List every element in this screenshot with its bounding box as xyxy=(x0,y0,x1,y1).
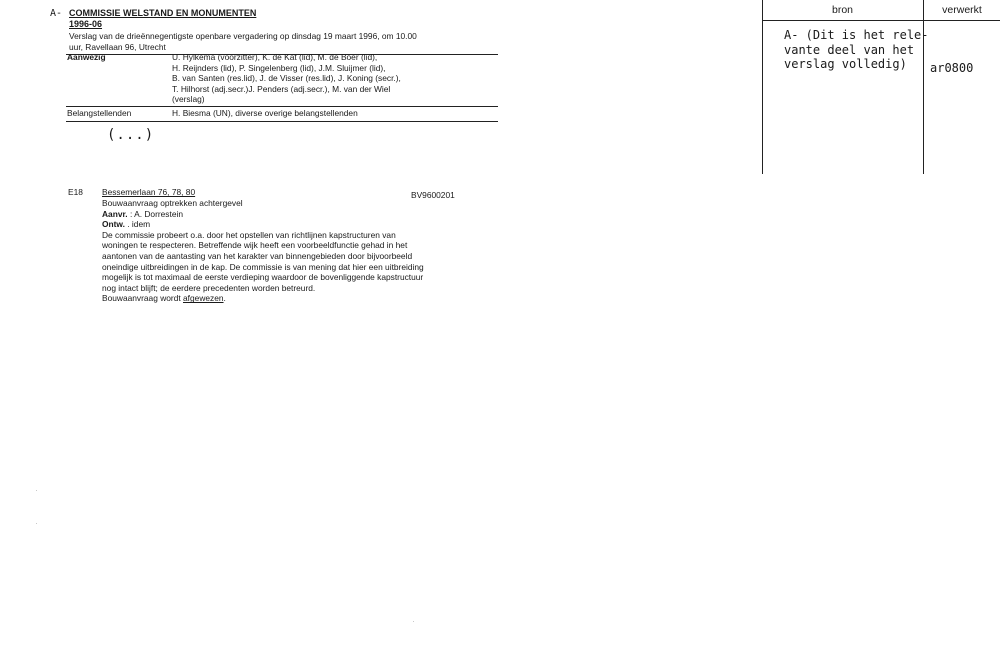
table-header-divider xyxy=(762,20,1000,21)
item-subject: Bouwaanvraag optrekken achtergevel xyxy=(102,198,243,208)
source-note xyxy=(784,28,929,72)
applicant-value: : A. Dorrestein xyxy=(129,208,184,219)
item-designer-row xyxy=(102,219,424,230)
item-body-line: oneindige uitbreidingen in de kap. De commissie is van mening dat hier een uitbreiding xyxy=(102,261,424,272)
attendees-line: (verslag) xyxy=(172,94,205,105)
table-border-left xyxy=(762,0,763,174)
attendees-line: T. Hilhorst (adj.secr.)J. Penders (adj.secr.), M. van der Wiel xyxy=(172,83,391,94)
scan-speck xyxy=(36,523,37,524)
stakeholders-label: Belangstellenden xyxy=(67,108,132,118)
meeting-description-line-1: Verslag van de drieënnegentigste openbare vergadering op dinsdag 19 maart 1996, om 10.00 xyxy=(69,31,417,41)
column-header-verwerkt: verwerkt xyxy=(942,4,982,16)
item-body-line: aantonen van de aantasting van het karakter van binnengebieden door bijvoorbeeld xyxy=(102,250,413,261)
source-note-line: vante deel van het xyxy=(784,42,915,57)
item-body-line: De commissie probeert o.a. door het opstellen van richtlijnen kapstructuren van xyxy=(102,229,396,240)
item-body xyxy=(102,198,424,304)
attendees-line: H. Reijnders (lid), P. Singelenberg (lid), J.M. Sluijmer (lid), xyxy=(172,62,386,73)
commission-title: COMMISSIE WELSTAND EN MONUMENTEN xyxy=(69,8,257,18)
attendees-label: Aanwezig xyxy=(67,52,106,62)
source-note-line: verslag volledig) xyxy=(784,57,907,71)
decision-word: afgewezen xyxy=(183,293,224,304)
item-decision xyxy=(102,293,424,304)
item-address: Bessemerlaan 76, 78, 80 xyxy=(102,187,196,197)
decision-prefix: Bouwaanvraag wordt xyxy=(102,293,184,304)
scan-speck xyxy=(413,621,414,622)
document-marker: A- xyxy=(50,8,63,19)
decision-suffix: . xyxy=(223,293,226,304)
applicant-label: Aanvr. xyxy=(102,208,128,219)
scan-speck xyxy=(36,490,37,491)
item-file-number: BV9600201 xyxy=(411,190,455,200)
report-period: 1996-06 xyxy=(69,19,103,29)
designer-value: . idem xyxy=(127,219,151,230)
divider-middle xyxy=(66,106,498,107)
item-body-line: mogelijk is tot maximaal de eerste verdieping waardoor de bovenliggende kapstructuur xyxy=(102,272,424,283)
processed-code: ar0800 xyxy=(930,61,974,75)
source-table xyxy=(762,0,1000,174)
attendees-line: U. Hylkema (voorzitter), K. de Kat (lid), M. de Boer (lid), xyxy=(172,52,378,62)
attendees-list xyxy=(172,52,401,105)
omission-ellipsis: (...) xyxy=(107,127,155,143)
item-number: E18 xyxy=(68,187,83,197)
meeting-description-line-2: uur, Ravellaan 96, Utrecht xyxy=(69,42,166,52)
item-body-line: woningen te respecteren. Betreffende wijk heeft een voorbeeldfunctie gehad in het xyxy=(102,240,408,251)
table-border-middle xyxy=(923,0,924,174)
attendees-line: B. van Santen (res.lid), J. de Visser (res.lid), J. Koning (secr.), xyxy=(172,73,401,84)
item-body-line: nog intact blijft; de eerdere precedenten worden betreurd. xyxy=(102,282,316,293)
stakeholders-value: H. Biesma (UN), diverse overige belangstellenden xyxy=(172,108,358,118)
divider-bottom xyxy=(66,121,498,122)
source-note-line: A- (Dit is het rele- xyxy=(784,28,929,42)
designer-label: Ontw. xyxy=(102,219,125,230)
column-header-bron: bron xyxy=(831,4,853,16)
item-applicant-row xyxy=(102,209,424,220)
